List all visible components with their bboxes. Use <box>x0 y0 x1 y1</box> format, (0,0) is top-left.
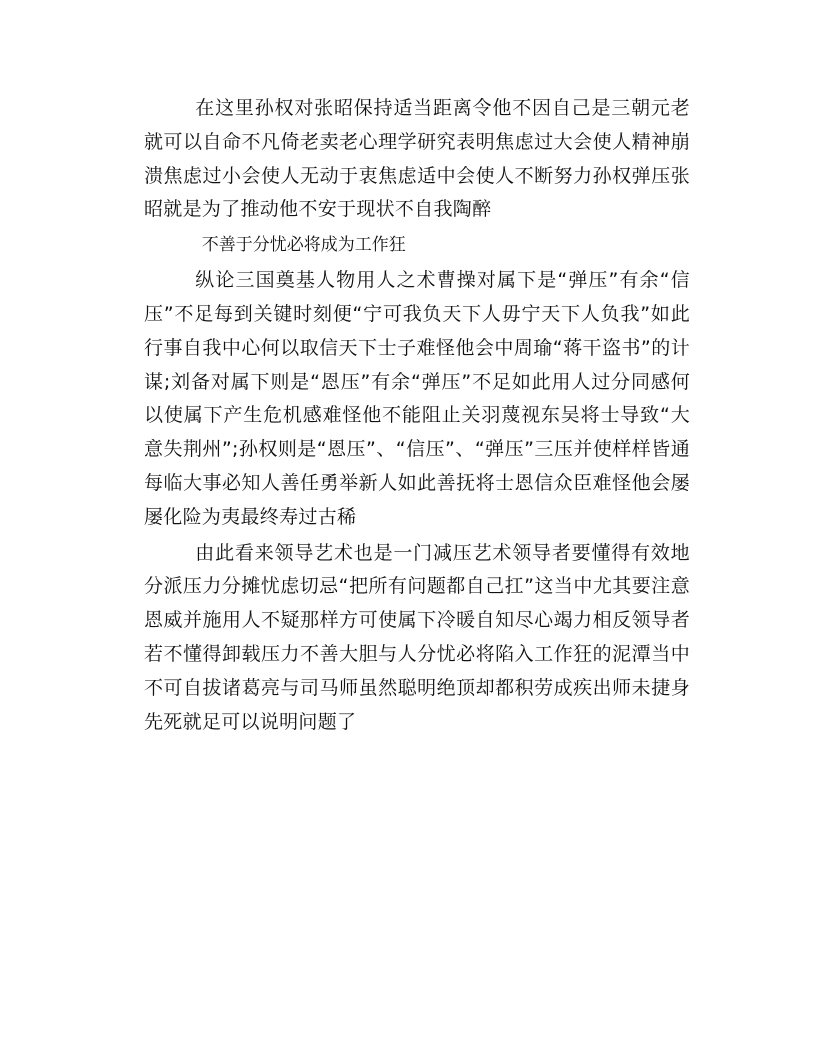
paragraph-leadership-art: 由此看来领导艺术也是一门减压艺术领导者要懂得有效地分派压力分摊忧虑切忌“把所有问题都自己扛”这当中尤其要注意恩威并施用人不疑那样方可使属下冷暖自知尽心竭力相反领导者若不懂得卸载压力不善大胆与人分忧必将陷入工作狂的泥潭当中不可自拔诸葛亮与司马师虽然聪明绝顶却都积劳成疾出师未捷身先死就足可以说明问题了 <box>144 541 690 733</box>
paragraph-three-kingdoms: 纵论三国奠基人物用人之术曹操对属下是“弹压”有余“信压”不足每到关键时刻便“宁可我负天下人毋宁天下人负我”如此行事自我中心何以取信天下士子难怪他会中周瑜“蒋干盗书”的计谋;刘备对属下则是“恩压”有余“弹压”不足如此用人过分同感何以使属下产生危机感难怪他不能阻止关羽蔑视东吴将士导致“大意失荆州”;孙权则是“恩压”、“信压”、“弹压”三压并使样样皆通每临大事必知人善任勇举新人如此善抚将士恩信众臣难怪他会屡屡化险为夷最终寿过古稀 <box>144 269 690 528</box>
paragraph-sun-quan-zhang-zhao: 在这里孙权对张昭保持适当距离令他不因自己是三朝元老就可以自命不凡倚老卖老心理学研究表明焦虑过大会使人精神崩溃焦虑过小会使人无动于衷焦虑适中会使人不断努力孙权弹压张昭就是为了推动他不安于现状不自我陶醉 <box>144 97 690 221</box>
document-body <box>144 92 690 739</box>
section-heading: 不善于分忧必将成为工作狂 <box>201 235 406 256</box>
